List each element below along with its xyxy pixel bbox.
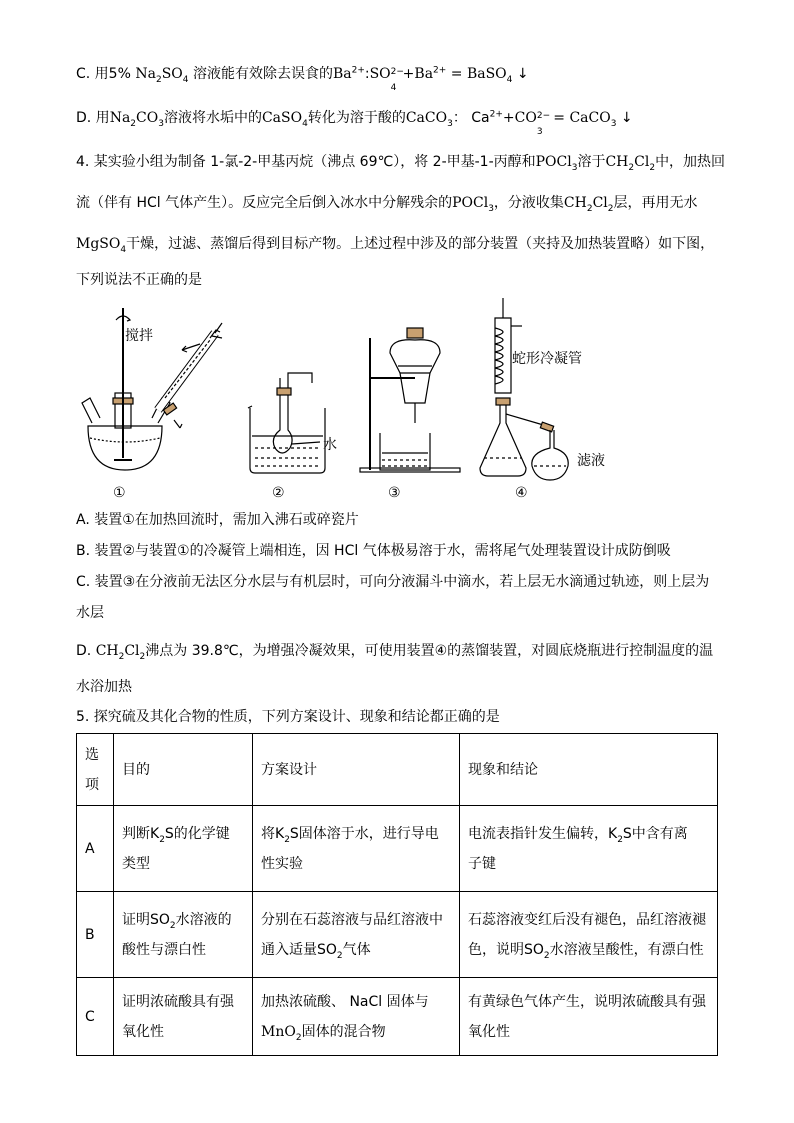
row-b-plan: 分别在石蕊溶液与品红溶液中 通入适量$SO_2$气体 [253,892,460,978]
water-label: 水 [323,437,337,453]
row-c-plan: 加热浓硫酸、 NaCl 固体与 MnO$_2$固体的混合物 [253,978,460,1056]
row-a-option: A [77,806,114,892]
apparatus-2-number: ② [272,485,285,501]
question-4-line-1: 4. 某实验小组为制备 1-氯-2-甲基丙烷（沸点 69℃），将 2-甲基-1-丙醇和POCl$_3$溶于$CH_2Cl_2$中，加热回 [76,154,726,173]
apparatus-4 [480,298,568,480]
apparatus-drawing [70,298,720,503]
row-c-result: 有黄绿色气体产生，说明浓硫酸具有强 氧化性 [460,978,718,1056]
header-option: 选 项 [77,734,114,806]
option-d-line: D. 用$Na_2CO_3$溶液将水垢中的CaSO$_4$转化为溶于酸的CaCO$_3$： $Ca^{2+}+CO$ 2− 3 = CaCO$_3$ ↓ [76,109,633,137]
option-c-line: C. 用5% $Na_2SO_4$ 溶液能有效除去误食的$Ba^{2+}:SO$ 2− 4 $+Ba^{2+}$ = BaSO$_4$ ↓ [76,65,529,93]
header-plan: 方案设计 [253,734,460,806]
apparatus-4-number: ④ [515,485,528,501]
table-row [77,978,718,1056]
table-header-row [77,734,718,806]
q4-option-a: A. 装置①在加热回流时，需加入沸石或碎瓷片 [76,512,359,528]
filtrate-label: 滤液 [577,453,605,469]
apparatus-2 [248,373,325,473]
condenser-label: 蛇形冷凝管 [512,351,582,367]
row-a-plan: 将$K_2S$固体溶于水，进行导电 性实验 [253,806,460,892]
q4-option-c-2: 水层 [76,605,104,621]
header-goal: 目的 [114,734,253,806]
table-row [77,892,718,978]
row-b-option: B [77,892,114,978]
stir-label: 搅拌 [125,328,153,344]
q4-option-c-1: C. 装置③在分液前无法区分水层与有机层时，可向分液漏斗中滴水，若上层无水滴通过轨迹，则上层为 [76,574,710,590]
apparatus-figure [70,298,720,503]
q4-option-b: B. 装置②与装置①的冷凝管上端相连，因 HCl 气体极易溶于水，需将尾气处理装置设计成防倒吸 [76,543,671,559]
q4-option-d-2: 水浴加热 [76,679,132,695]
q4-option-d-1: D. $CH_2Cl_2$沸点为 39.8℃，为增强冷凝效果，可使用装置④的蒸馏装置，对圆底烧瓶进行控制温度的温 [76,643,714,662]
experiment-table [76,733,718,1056]
question-4-line-2: 流（伴有 HCl 气体产生）。反应完全后倒入冰水中分解残余的POCl$_3$，分液收集$CH_2Cl_2$层，再用无水 [76,195,698,214]
table-row [77,806,718,892]
header-result: 现象和结论 [460,734,718,806]
apparatus-1-number: ① [113,485,126,501]
row-a-result: 电流表指针发生偏转，$K_2S$中含有离 子键 [460,806,718,892]
question-4-line-4: 下列说法不正确的是 [76,272,202,288]
apparatus-3-number: ③ [388,485,401,501]
apparatus-3 [360,328,460,472]
question-4-line-3: MgSO$_4$干燥，过滤、蒸馏后得到目标产物。上述过程中涉及的部分装置（夹持及加热装置略）如下图， [76,236,715,255]
row-c-option: C [77,978,114,1056]
row-b-result: 石蕊溶液变红后没有褪色，品红溶液褪 色，说明$SO_2$水溶液呈酸性，有漂白性 [460,892,718,978]
row-a-goal: 判断$K_2S$的化学键 类型 [114,806,253,892]
question-5-line: 5. 探究硫及其化合物的性质，下列方案设计、现象和结论都正确的是 [76,709,500,725]
row-b-goal: 证明$SO_2$水溶液的 酸性与漂白性 [114,892,253,978]
row-c-goal: 证明浓硫酸具有强 氧化性 [114,978,253,1056]
